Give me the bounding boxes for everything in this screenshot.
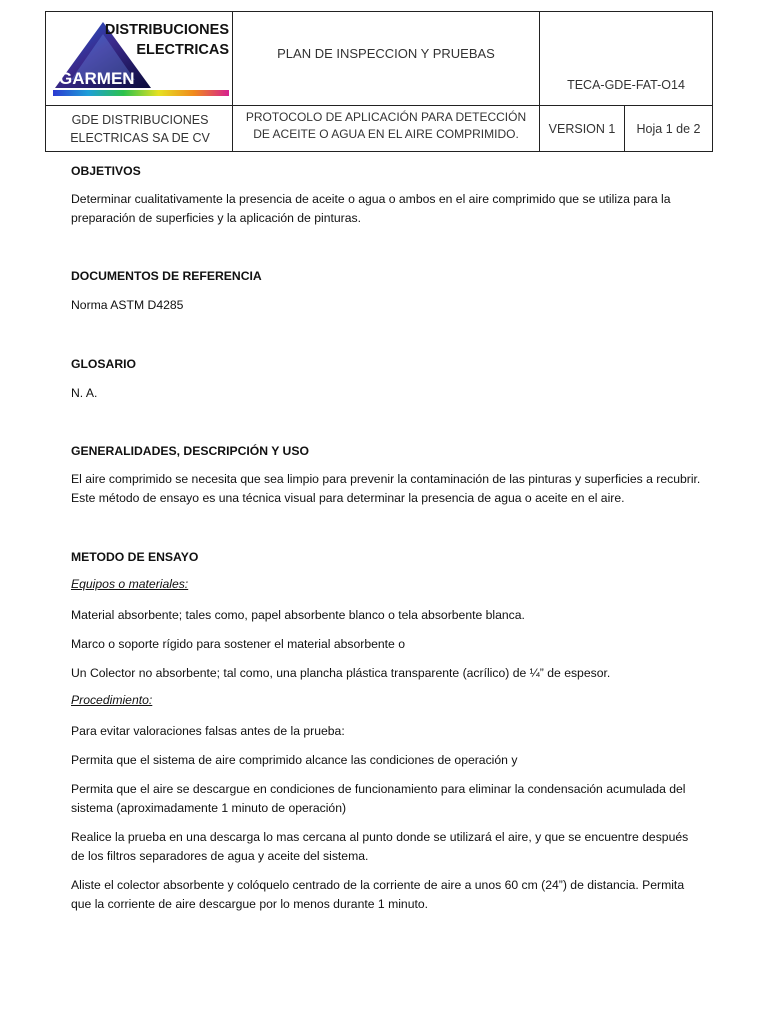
procedimiento-step-4: Realice la prueba en una descarga lo mas cercana al punto donde se utilizará el aire, y que se encuentre después de los filtros separadores de agua y aceite del sistema.	[71, 830, 689, 863]
generalidades-text: El aire comprimido se necesita que sea limpio para prevenir la contaminación de las pinturas y superficies a recubrir. Este método de ensayo es una técnica visual para determinar la presencia de agua o aceite en el aire.	[71, 472, 701, 505]
section-heading-objetivos: OBJETIVOS	[71, 164, 141, 178]
document-code: TECA-GDE-FAT-O14	[567, 78, 685, 92]
glosario-text: N. A.	[71, 386, 98, 400]
equipos-item-3: Un Colector no absorbente; tal como, una plancha plástica transparente (acrílico) de ¼” de espesor.	[71, 666, 611, 680]
procedimiento-step-5: Aliste el colector absorbente y colóquelo centrado de la corriente de aire a unos 60 cm (24”) de distancia. Permita que la corriente de aire descargue por lo menos durante 1 minuto.	[71, 878, 685, 911]
logo-brand: GARMEN	[59, 69, 135, 88]
equipos-label: Equipos o materiales:	[71, 577, 189, 591]
section-heading-generalidades: GENERALIDADES, DESCRIPCIÓN Y USO	[71, 444, 309, 458]
section-heading-glosario: GLOSARIO	[71, 357, 137, 371]
procedimiento-step-1: Para evitar valoraciones falsas antes de la prueba:	[71, 724, 345, 738]
section-heading-metodo: METODO DE ENSAYO	[71, 550, 199, 564]
logo-line2: ELECTRICAS	[136, 42, 229, 58]
protocol-title: PROTOCOLO DE APLICACIÓN PARA DETECCIÓN DE ACEITE O AGUA EN EL AIRE COMPRIMIDO.	[245, 110, 527, 141]
sheet-number: Hoja 1 de 2	[636, 121, 701, 136]
procedimiento-label: Procedimiento:	[71, 693, 153, 707]
document-header	[45, 11, 713, 152]
procedimiento-step-2: Permita que el sistema de aire comprimido alcance las condiciones de operación y	[71, 753, 518, 767]
version-label: VERSION 1	[548, 121, 616, 136]
logo-line1: DISTRIBUCIONES	[104, 22, 229, 38]
procedimiento-step-3: Permita que el aire se descargue en condiciones de funcionamiento para eliminar la condensación acumulada del sistema (aproximadamente 1 minuto de operación)	[71, 782, 686, 815]
equipos-item-1: Material absorbente; tales como, papel absorbente blanco o tela absorbente blanca.	[71, 608, 525, 622]
objetivos-text: Determinar cualitativamente la presencia de aceite o agua o ambos en el aire comprimido que se utiliza para la preparación de superficies y la aplicación de pinturas.	[71, 192, 671, 225]
company-name: GDE DISTRIBUCIONES ELECTRICAS SA DE CV	[70, 112, 210, 145]
document-title: PLAN DE INSPECCION Y PRUEBAS	[277, 45, 495, 61]
section-heading-documentos: DOCUMENTOS DE REFERENCIA	[71, 269, 262, 283]
company-logo	[51, 18, 231, 100]
documentos-text: Norma ASTM D4285	[71, 298, 184, 312]
logo-graphic	[51, 18, 231, 100]
equipos-item-2: Marco o soporte rígido para sostener el material absorbente o	[71, 637, 405, 651]
